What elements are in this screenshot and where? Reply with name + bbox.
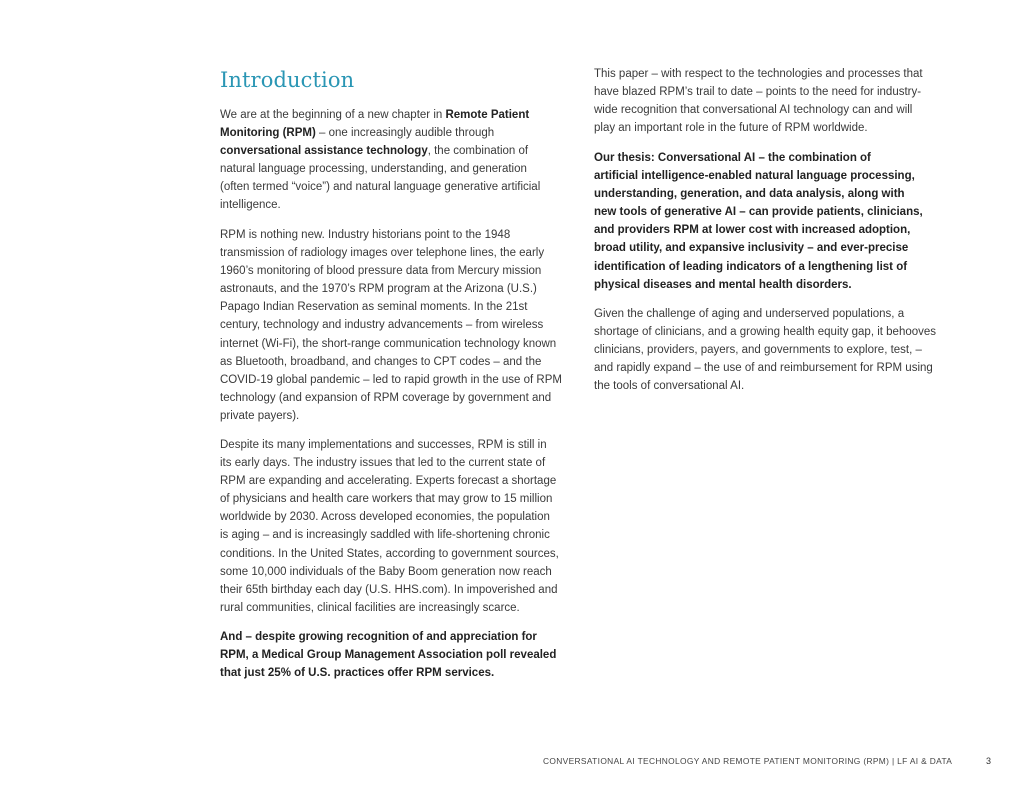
challenges-paragraph: [220, 436, 559, 617]
text-line: their 65th birthday each day (U.S. HHS.com). In impoverished and: [220, 583, 558, 596]
text-line: broad utility, and expansive inclusivity – and ever-precise: [594, 242, 909, 255]
text-line: play an important role in the future of RPM worldwide.: [594, 122, 868, 135]
conclusion-paragraph: [594, 305, 936, 395]
text-line: shortage of clinicians, and a growing health equity gap, it behooves: [594, 326, 937, 339]
text-line: is aging – and is increasingly saddled with life-shortening chronic: [220, 529, 550, 542]
text-line: wide recognition that conversational AI technology can and will: [594, 104, 913, 117]
page-number: 3: [986, 756, 992, 766]
text-line: conditions. In the United States, according to government sources,: [220, 547, 559, 560]
text-line: and rapidly expand – the use of and reimbursement for RPM using: [594, 362, 933, 375]
page-title: Introduction: [220, 68, 355, 92]
text-line: Papago Indian Reservation as seminal moments. In the 21st: [220, 301, 528, 314]
bold-phrase-conversational: conversational assistance technology: [220, 145, 428, 158]
text-line: identification of leading indicators of a lengthening list of: [594, 260, 908, 273]
text-line: RPM are expanding and accelerating. Experts forecast a shortage: [220, 475, 557, 488]
thesis-paragraph: [594, 149, 923, 294]
text-line: new tools of generative AI – can provide patients, clinicians,: [594, 206, 923, 219]
text-line: artificial intelligence-enabled natural language processing,: [594, 170, 915, 183]
intro-text: , the combination of: [427, 145, 529, 158]
text-line: its early days. The industry issues that led to the current state of: [220, 457, 546, 470]
poll-paragraph: [220, 628, 556, 682]
text-line: the tools of conversational AI.: [594, 380, 745, 393]
text-line: RPM is nothing new. Industry historians point to the 1948: [220, 229, 511, 241]
text-line: understanding, generation, and data analysis, along with: [594, 188, 905, 201]
text-line: internet (Wi-Fi), the short-range communication technology known: [220, 337, 557, 350]
text-line: transmission of radiology images over telephone lines, the early: [220, 247, 545, 260]
intro-text: We are at the beginning of a new chapter in: [220, 109, 446, 121]
text-line: as Bluetooth, broadband, and changes to CPT codes – and the: [220, 355, 542, 368]
text-line: have blazed RPM’s trail to date – points to the need for industry-: [594, 86, 922, 99]
text-line: Given the challenge of aging and underserved populations, a: [594, 308, 905, 320]
text-line: clinicians, providers, payers, and governments to explore, test, –: [594, 344, 922, 357]
text-line: century, technology and industry advancements – from wireless: [220, 319, 544, 332]
text-line: physical diseases and mental health disorders.: [594, 278, 852, 291]
page-footer: CONVERSATIONAL AI TECHNOLOGY AND REMOTE PATIENT MONITORING (RPM) | LF AI & DATA: [543, 756, 953, 766]
text-line: worldwide by 2030. Across developed economies, the population: [220, 511, 550, 524]
text-line: COVID-19 global pandemic – led to rapid growth in the use of RPM: [220, 373, 562, 386]
text-line: Despite its many implementations and successes, RPM is still in: [220, 439, 547, 451]
text-line: And – despite growing recognition of and appreciation for: [220, 631, 537, 643]
text-line: 1960’s monitoring of blood pressure data from Mercury mission: [220, 265, 542, 278]
text-line: that just 25% of U.S. practices offer RPM services.: [220, 667, 495, 680]
text-line: rural communities, clinical facilities are increasingly scarce.: [220, 601, 520, 614]
intro-paragraph: [220, 106, 540, 215]
purpose-paragraph: [594, 65, 923, 137]
text-line: (often termed “voice”) and natural language generative artificial: [220, 181, 541, 194]
history-paragraph: [220, 226, 562, 425]
text-line: natural language processing, understanding, and generation: [220, 163, 527, 176]
text-line: technology (and expansion of RPM coverage by government and: [220, 391, 552, 404]
text-line: intelligence.: [220, 199, 281, 212]
text-line: of physicians and health care workers that may grow to 15 million: [220, 493, 553, 506]
text-line: some 10,000 individuals of the Baby Boom generation now reach: [220, 565, 552, 578]
bold-phrase-rpm: Remote Patient: [445, 109, 530, 121]
text-line: RPM, a Medical Group Management Association poll revealed: [220, 649, 557, 662]
intro-text: – one increasingly audible through: [315, 127, 495, 140]
bold-phrase-monitoring: Monitoring (RPM): [220, 127, 316, 140]
text-line: Our thesis: Conversational AI – the combination of: [594, 152, 871, 164]
text-line: This paper – with respect to the technologies and processes that: [594, 68, 923, 80]
text-line: private payers).: [220, 409, 300, 422]
text-line: and providers RPM at lower cost with increased adoption,: [594, 224, 911, 237]
text-line: astronauts, and the 1970’s RPM program at the Arizona (U.S.): [220, 283, 537, 296]
